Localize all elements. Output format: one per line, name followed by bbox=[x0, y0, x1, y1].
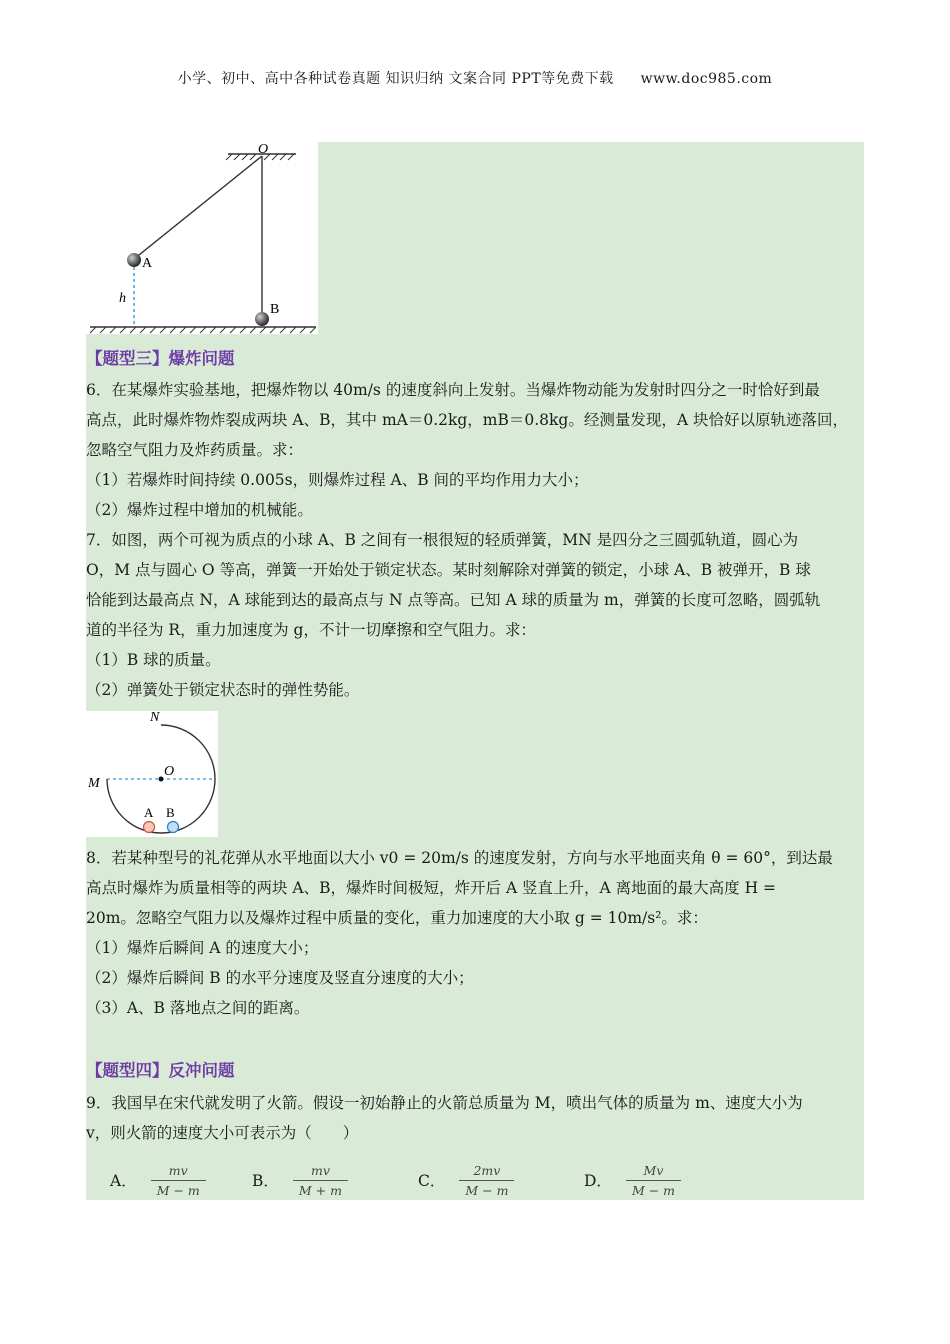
option-d[interactable] bbox=[584, 1158, 681, 1202]
circle-track-figure bbox=[86, 711, 218, 837]
q6-line-3: 忽略空气阻力及炸药质量。求： bbox=[86, 441, 304, 459]
q8-line-2: 高点时爆炸为质量相等的两块 A、B，爆炸时间极短，炸开后 A 竖直上升，A 离地面的最大高度 H = bbox=[86, 879, 777, 897]
label-o: O bbox=[258, 142, 269, 157]
label-n: N bbox=[150, 711, 160, 725]
pendulum-figure bbox=[86, 142, 318, 334]
option-c-denominator: M − m bbox=[465, 1182, 509, 1198]
circle-track-diagram bbox=[86, 711, 218, 837]
option-a-letter: A． bbox=[110, 1172, 137, 1190]
q8-line-5: （2）爆炸后瞬间 B 的水平分速度及竖直分速度的大小； bbox=[86, 969, 474, 987]
header-text: 小学、初中、高中各种试卷真题 知识归纳 文案合同 PPT等免费下载 bbox=[177, 71, 614, 87]
pendulum-diagram bbox=[86, 142, 318, 334]
q7-line-2: O，M 点与圆心 O 等高，弹簧一开始处于锁定状态。某时刻解除对弹簧的锁定，小球 A、B 被弹开，B 球 bbox=[86, 561, 811, 579]
ball-a2 bbox=[144, 822, 155, 833]
label-o2: O bbox=[164, 764, 175, 779]
label-a2: A bbox=[144, 805, 154, 820]
q7-line-3: 恰能到达最高点 N，A 球能到达的最高点与 N 点等高。已知 A 球的质量为 m，弹簧的长度可忽略，圆弧轨 bbox=[86, 591, 821, 609]
option-b[interactable] bbox=[252, 1158, 348, 1202]
page-header bbox=[0, 68, 950, 88]
q6-line-2: 高点，此时爆炸物炸裂成两块 A、B，其中 mA＝0.2kg，mB＝0.8kg。经测量发现，A 块恰好以原轨迹落回， bbox=[86, 411, 848, 429]
option-b-denominator: M + m bbox=[298, 1182, 342, 1198]
q8-line-3: 20m。忽略空气阻力以及爆炸过程中质量的变化，重力加速度的大小取 g = 10m/s²。求： bbox=[86, 909, 708, 927]
option-a-numerator: mv bbox=[168, 1162, 188, 1178]
option-b-letter: B． bbox=[252, 1172, 279, 1190]
option-a[interactable] bbox=[110, 1158, 206, 1202]
option-d-letter: D． bbox=[584, 1172, 612, 1190]
q6-line-4: （1）若爆炸时间持续 0.005s，则爆炸过程 A、B 间的平均作用力大小； bbox=[86, 471, 589, 489]
label-b2: B bbox=[166, 805, 175, 820]
section-3-heading: 【题型三】爆炸问题 bbox=[86, 349, 235, 368]
option-d-denominator: M − m bbox=[631, 1182, 676, 1198]
q8-line-6: （3）A、B 落地点之间的距离。 bbox=[86, 999, 310, 1017]
option-c-fraction bbox=[459, 1163, 514, 1198]
q6-line-5: （2）爆炸过程中增加的机械能。 bbox=[86, 501, 313, 519]
q7-line-6: （2）弹簧处于锁定状态时的弹性势能。 bbox=[86, 681, 360, 699]
label-m: M bbox=[88, 776, 100, 791]
q7-line-4: 道的半径为 R，重力加速度为 g，不计一切摩擦和空气阻力。求： bbox=[86, 621, 536, 639]
q8-line-1: 8．若某种型号的礼花弹从水平地面以大小 v0 = 20m/s 的速度发射，方向与水平地面夹角 θ = 60°，到达最 bbox=[86, 849, 833, 867]
ball-a bbox=[127, 253, 141, 267]
q7-line-5: （1）B 球的质量。 bbox=[86, 651, 221, 669]
option-c[interactable] bbox=[418, 1158, 514, 1202]
option-c-numerator: 2mv bbox=[473, 1162, 501, 1178]
q9-line-2: v，则火箭的速度大小可表示为（ ） bbox=[86, 1124, 359, 1142]
center-point bbox=[159, 777, 164, 782]
option-d-numerator: Mv bbox=[643, 1162, 664, 1178]
option-c-letter: C． bbox=[418, 1172, 446, 1190]
option-a-fraction bbox=[151, 1163, 206, 1198]
option-b-fraction bbox=[293, 1163, 348, 1198]
label-b: B bbox=[270, 302, 280, 317]
label-a: A bbox=[142, 256, 153, 271]
option-a-denominator: M − m bbox=[156, 1182, 200, 1198]
section-4-heading: 【题型四】反冲问题 bbox=[86, 1061, 235, 1080]
ball-b2 bbox=[168, 822, 179, 833]
header-url[interactable]: www.doc985.com bbox=[640, 71, 773, 87]
q9-line-1: 9．我国早在宋代就发明了火箭。假设一初始静止的火箭总质量为 M，喷出气体的质量为 m、速度大小为 bbox=[86, 1094, 803, 1112]
q7-line-1: 7．如图，两个可视为质点的小球 A、B 之间有一根很短的轻质弹簧，MN 是四分之三圆弧轨道，圆心为 bbox=[86, 531, 799, 549]
q6-line-1: 6．在某爆炸实验基地，把爆炸物以 40m/s 的速度斜向上发射。当爆炸物动能为发射时四分之一时恰好到最 bbox=[86, 381, 820, 399]
ball-b bbox=[255, 312, 269, 326]
option-b-numerator: mv bbox=[310, 1162, 330, 1178]
q8-line-4: （1）爆炸后瞬间 A 的速度大小； bbox=[86, 939, 319, 957]
label-h: h bbox=[119, 291, 126, 306]
option-d-fraction bbox=[626, 1163, 681, 1198]
